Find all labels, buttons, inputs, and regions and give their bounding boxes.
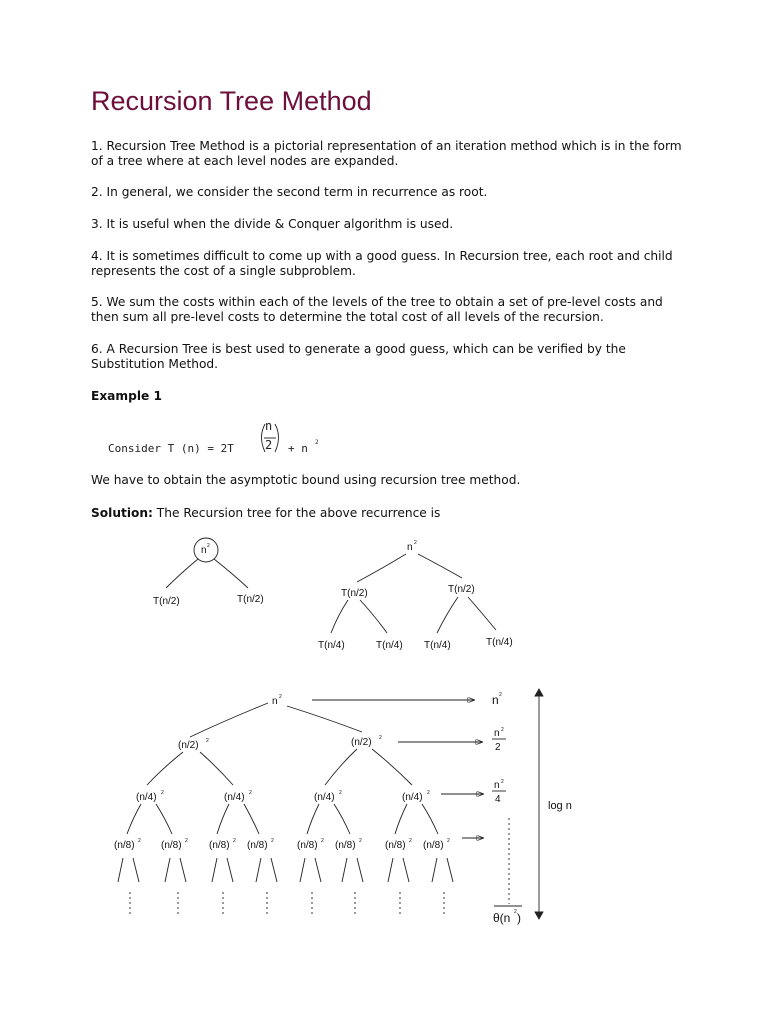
tree1-left: T(n/2) — [153, 596, 180, 607]
tree3-root-sup: 2 — [279, 694, 282, 700]
tree3-l2-4: (n/4) — [402, 792, 423, 803]
tree3-l3-4: (n/8) — [247, 840, 268, 851]
height-bracket-bottom-arrow — [535, 912, 543, 919]
formula-prefix: Consider T (n) = 2T — [108, 442, 234, 455]
tree2-leaf-3: T(n/4) — [424, 640, 451, 651]
tree3-stubs — [118, 858, 453, 882]
solution-label: Solution: — [91, 506, 153, 520]
formula-num: n — [265, 419, 273, 433]
tree3-l1-2: (n/2) — [351, 737, 372, 748]
sum-2-num: n — [494, 780, 500, 791]
point-1: 1. Recursion Tree Method is a pictorial representation of an iteration method which is in the form of a tree where at each level nodes are expanded. — [91, 139, 682, 168]
tree3-l3-1: (n/8) — [114, 840, 135, 851]
tree-1 — [153, 538, 264, 607]
point-6: 6. A Recursion Tree is best used to generate a good guess, which can be verified by the Substitution Method. — [91, 342, 626, 371]
tree3-l3-5-sup: 2 — [321, 838, 324, 844]
tree3-l3-3: (n/8) — [209, 840, 230, 851]
tree3-l3-8-sup: 2 — [447, 838, 450, 844]
tree3-l2-2: (n/4) — [224, 792, 245, 803]
tree3-l3-8: (n/8) — [423, 840, 444, 851]
tree3-l3-3-sup: 2 — [233, 838, 236, 844]
sum-1-den: 2 — [495, 742, 501, 753]
sum-0: n — [492, 693, 499, 707]
tree3-l3-6: (n/8) — [335, 840, 356, 851]
tree3-l3-6-sup: 2 — [359, 838, 362, 844]
tree3-l2-1-sup: 2 — [161, 790, 164, 796]
tree3-l1-1-sup: 2 — [206, 738, 209, 744]
tree3-root: n — [272, 696, 278, 707]
tree3-l3-7-sup: 2 — [409, 838, 412, 844]
tree3-l2-3: (n/4) — [314, 792, 335, 803]
tree2-leaf-2: T(n/4) — [376, 640, 403, 651]
tree2-mid-1: T(n/2) — [341, 588, 368, 599]
tree1-right: T(n/2) — [237, 594, 264, 605]
tree2-leaf-1: T(n/4) — [318, 640, 345, 651]
example-statement: We have to obtain the asymptotic bound using recursion tree method. — [91, 473, 521, 487]
tree1-root: n — [201, 545, 207, 556]
height-label: log n — [548, 800, 572, 812]
tree2-root: n — [407, 542, 413, 553]
tree3-l2-1: (n/4) — [136, 792, 157, 803]
tree3-l2-2-sup: 2 — [249, 790, 252, 796]
page-title: Recursion Tree Method — [91, 86, 372, 116]
tree3-l2-3-sup: 2 — [339, 790, 342, 796]
sum-1-num-sup: 2 — [501, 727, 504, 733]
tree-3 — [114, 689, 572, 925]
example-heading: Example 1 — [91, 389, 163, 403]
formula-suffix: + n — [288, 442, 308, 455]
total-close: ) — [517, 911, 521, 925]
tree3-l1-1: (n/2) — [178, 740, 199, 751]
tree3-l3-7: (n/8) — [385, 840, 406, 851]
sum-2-num-sup: 2 — [501, 779, 504, 785]
height-bracket-top-arrow — [535, 689, 543, 696]
sum-0-sup: 2 — [499, 692, 502, 698]
tree2-mid-2: T(n/2) — [448, 584, 475, 595]
point-3: 3. It is useful when the divide & Conquer algorithm is used. — [91, 217, 454, 231]
tree-2 — [318, 540, 513, 651]
total-label: θ(n — [493, 911, 511, 925]
tree3-l3-4-sup: 2 — [271, 838, 274, 844]
tree3-l1-2-sup: 2 — [379, 735, 382, 741]
tree1-root-sup: 2 — [207, 543, 210, 549]
tree3-l3-2-sup: 2 — [185, 838, 188, 844]
formula-den: 2 — [265, 438, 273, 452]
tree3-dotted-continuations — [130, 892, 444, 916]
tree2-leaf-4: T(n/4) — [486, 637, 513, 648]
solution-text: The Recursion tree for the above recurrence is — [152, 506, 441, 520]
formula-suffix-sup: 2 — [315, 439, 319, 446]
point-2: 2. In general, we consider the second term in recurrence as root. — [91, 185, 488, 199]
tree3-l3-2: (n/8) — [161, 840, 182, 851]
tree3-l3-5: (n/8) — [297, 840, 318, 851]
point-4: 4. It is sometimes difficult to come up with a good guess. In Recursion tree, each root and child represents the cost of a single subproblem. — [91, 249, 673, 278]
tree2-root-sup: 2 — [414, 540, 417, 546]
sum-2-den: 4 — [495, 794, 501, 805]
tree3-l2-4-sup: 2 — [427, 790, 430, 796]
total-sup: 2 — [514, 909, 517, 915]
sum-1-num: n — [494, 728, 500, 739]
tree3-l3-1-sup: 2 — [138, 838, 141, 844]
point-5: 5. We sum the costs within each of the levels of the tree to obtain a set of pre-level costs and then sum all pre-level costs to determine the total cost of all levels of the recursion. — [91, 295, 663, 324]
